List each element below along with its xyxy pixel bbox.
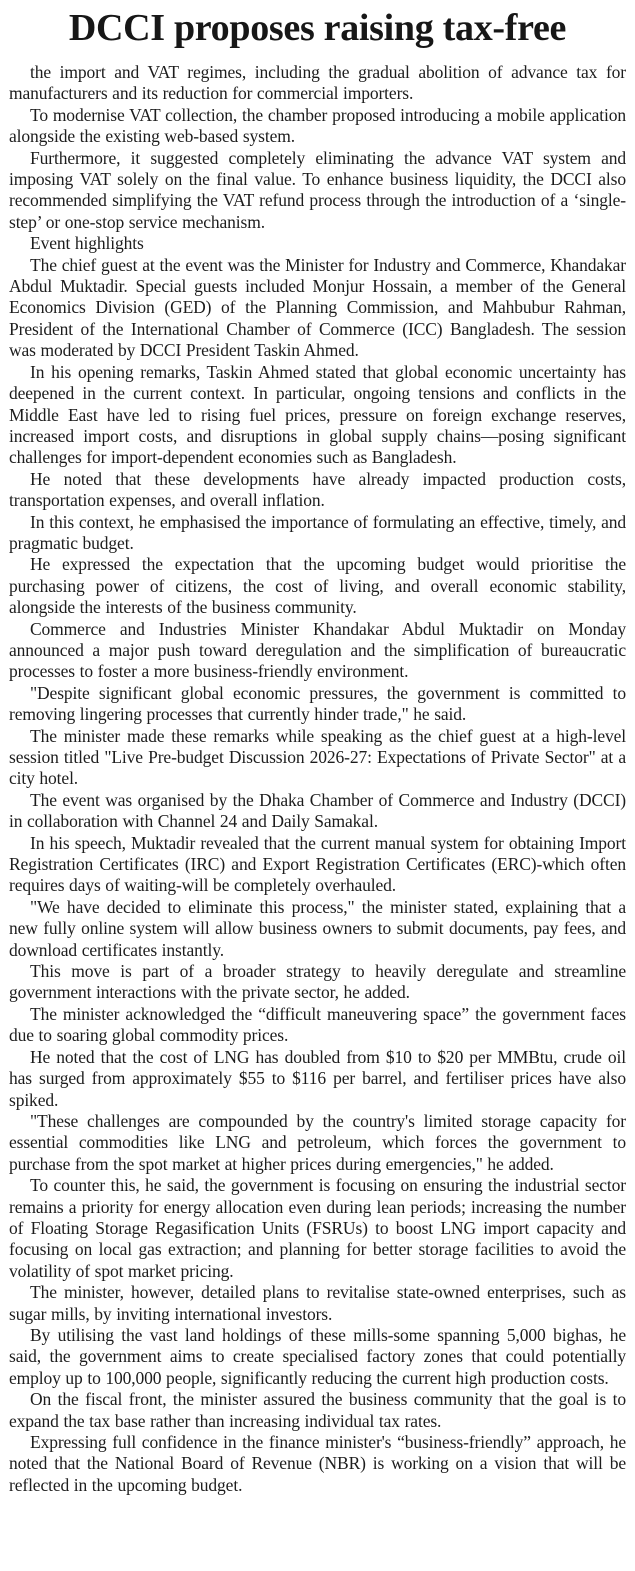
article-paragraph: In his speech, Muktadir revealed that the current manual system for obtaining Import Registration Certificates (IRC) and Export Registration Certificates (ERC)-which often requires days of waiting-will be completely overhauled. xyxy=(9,832,626,896)
article-paragraph: In this context, he emphasised the importance of formulating an effective, timely, and pragmatic budget. xyxy=(9,511,626,553)
article-paragraph: The minister acknowledged the “difficult maneuvering space” the government faces due to soaring global commodity prices. xyxy=(9,1003,626,1046)
article-paragraph: In his opening remarks, Taskin Ahmed stated that global economic uncertainty has deepened in the current context. In particular, ongoing tensions and conflicts in the Middle East have led to rising fuel prices, pressure on foreign exchange reserves, increased import costs, and disruptions in global supply chains—posing significant challenges for import-dependent economies such as Bangladesh. xyxy=(9,361,626,468)
article-paragraph: Furthermore, it suggested completely eliminating the advance VAT system and imposing VAT solely on the final value. To enhance business liquidity, the DCCI also recommended simplifying the VAT refund process through the introduction of a ‘single-step’ or one-stop service mechanism. xyxy=(9,147,626,232)
article-paragraph: To counter this, he said, the government is focusing on ensuring the industrial sector remains a priority for energy allocation even during lean periods; increasing the number of Floating Storage Regasification Units (FSRUs) to boost LNG import capacity and focusing on local gas extraction; and planning for better storage facilities to avoid the volatility of spot market pricing. xyxy=(9,1175,626,1281)
article-paragraph: The minister, however, detailed plans to revitalise state-owned enterprises, such as sugar mills, by inviting international investors. xyxy=(9,1282,626,1324)
article-paragraph: The minister made these remarks while speaking as the chief guest at a high-level session titled "Live Pre-budget Discussion 2026-27: Expectations of Private Sector" at a city hotel. xyxy=(9,725,626,789)
article-paragraph: Expressing full confidence in the finance minister's “business-friendly” approach, he noted that the National Board of Revenue (NBR) is working on a vision that will be reflected in the upcoming budget. xyxy=(9,1432,626,1495)
article-paragraph: The chief guest at the event was the Minister for Industry and Commerce, Khandakar Abdul Muktadir. Special guests included Monjur Hossain, a member of the General Economics Division (GED) of the Planning Commission, and Mahbubur Rahman, President of the International Chamber of Commerce (ICC) Bangladesh. The session was moderated by DCCI President Taskin Ahmed. xyxy=(9,254,626,361)
article-paragraph: "These challenges are compounded by the country's limited storage capacity for essential commodities like LNG and petroleum, which forces the government to purchase from the spot market at higher prices during emergencies," he added. xyxy=(9,1110,626,1174)
article-paragraph: Commerce and Industries Minister Khandakar Abdul Muktadir on Monday announced a major push toward deregulation and the simplification of bureaucratic processes to foster a more business-friendly environment. xyxy=(9,618,626,682)
article-paragraph: Event highlights xyxy=(30,233,144,254)
article-paragraph: By utilising the vast land holdings of these mills-some spanning 5,000 bighas, he said, the government aims to create specialised factory zones that could potentially employ up to 100,000 people, significantly reducing the current high production costs. xyxy=(9,1324,626,1388)
article-paragraph: He expressed the expectation that the upcoming budget would prioritise the purchasing power of citizens, the cost of living, and overall economic stability, alongside the interests of the business community. xyxy=(9,554,626,618)
article-paragraph: On the fiscal front, the minister assured the business community that the goal is to expand the tax base rather than increasing individual tax rates. xyxy=(9,1389,626,1431)
article-paragraph: To modernise VAT collection, the chamber proposed introducing a mobile application alongside the existing web-based system. xyxy=(9,104,626,147)
article-paragraph: He noted that the cost of LNG has doubled from $10 to $20 per MMBtu, crude oil has surged from approximately $55 to $116 per barrel, and fertiliser prices have also spiked. xyxy=(9,1046,626,1110)
article-headline: DCCI proposes raising tax-free xyxy=(68,7,567,49)
article-paragraph: He noted that these developments have already impacted production costs, transportation expenses, and overall inflation. xyxy=(9,468,626,511)
article-paragraph: This move is part of a broader strategy to heavily deregulate and streamline government interactions with the private sector, he added. xyxy=(9,961,626,1003)
article-paragraph: The event was organised by the Dhaka Chamber of Commerce and Industry (DCCI) in collaboration with Channel 24 and Daily Samakal. xyxy=(9,789,626,832)
article-paragraph: "Despite significant global economic pressures, the government is committed to removing lingering processes that currently hinder trade," he said. xyxy=(9,682,626,725)
article-paragraph: the import and VAT regimes, including the gradual abolition of advance tax for manufacturers and its reduction for commercial importers. xyxy=(9,62,626,104)
article-paragraph: "We have decided to eliminate this process," the minister stated, explaining that a new fully online system will allow business owners to submit documents, pay fees, and download certificates instantly. xyxy=(9,896,626,960)
article-body xyxy=(9,62,626,1496)
